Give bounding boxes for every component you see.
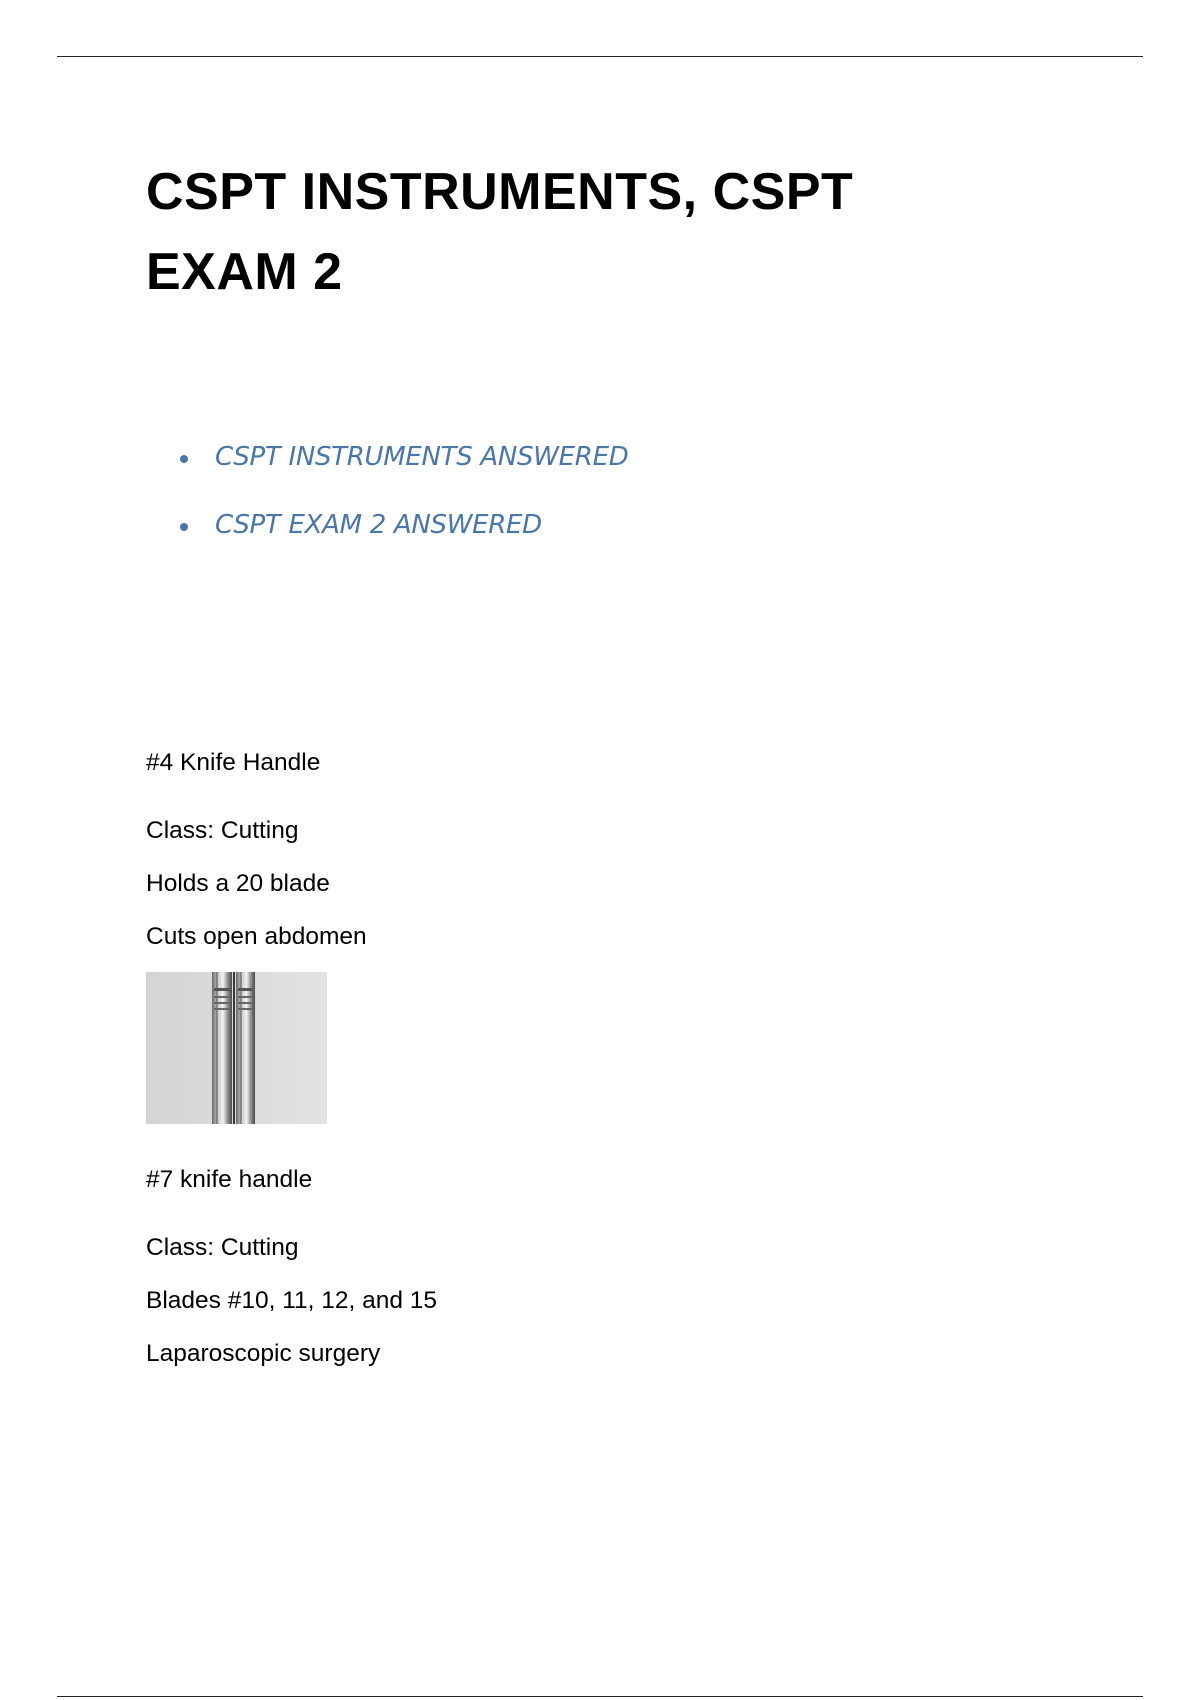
knife-handle-photo [146, 972, 327, 1124]
flashcard-entry [146, 745, 946, 1124]
bullet-icon [180, 523, 188, 531]
table-of-contents [180, 440, 628, 576]
definition-line: Blades #10, 11, 12, and 15 [146, 1287, 438, 1314]
bullet-icon [180, 455, 188, 463]
toc-item[interactable] [180, 508, 628, 576]
definition-line: Holds a 20 blade [146, 870, 330, 897]
term: #4 Knife Handle [146, 749, 321, 776]
toc-link-instruments[interactable]: CSPT INSTRUMENTS ANSWERED [215, 442, 629, 472]
flashcard-entry [146, 1162, 946, 1389]
document-title [146, 152, 1046, 312]
bottom-rule [57, 1696, 1143, 1697]
top-rule [57, 56, 1143, 57]
definition-line: Class: Cutting [146, 817, 299, 844]
definition-line: Laparoscopic surgery [146, 1340, 381, 1367]
term: #7 knife handle [146, 1166, 313, 1193]
toc-link-exam-2[interactable]: CSPT EXAM 2 ANSWERED [215, 510, 542, 540]
definition-line: Cuts open abdomen [146, 923, 367, 950]
definition-line: Class: Cutting [146, 1234, 299, 1261]
title-line-1: CSPT INSTRUMENTS, CSPT [146, 163, 854, 221]
title-line-2: EXAM 2 [146, 243, 343, 301]
toc-item[interactable] [180, 440, 628, 508]
